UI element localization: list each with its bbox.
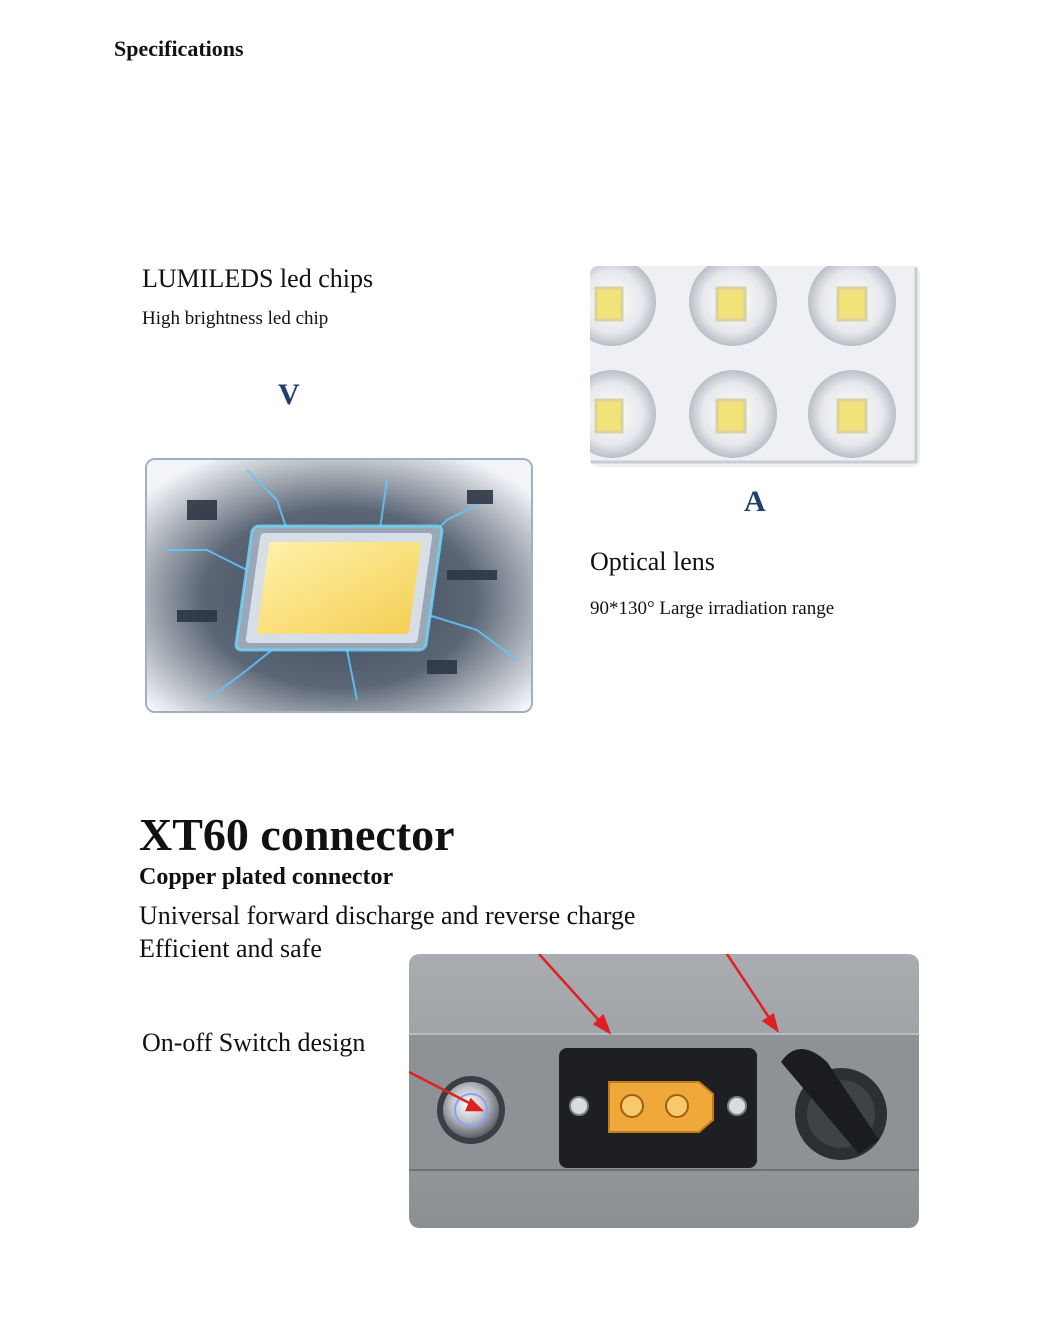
optical-subtitle: 90*130° Large irradiation range bbox=[590, 598, 835, 619]
led-lens-array-image bbox=[590, 266, 920, 467]
xt60-connector-image bbox=[409, 954, 919, 1228]
page-title: Specifications bbox=[114, 36, 244, 61]
led-chip-image bbox=[145, 458, 533, 713]
connector-title: XT60 connector bbox=[139, 809, 455, 860]
optical-marker: A bbox=[744, 485, 766, 518]
lumileds-marker: V bbox=[278, 378, 300, 411]
lumileds-subtitle: High brightness led chip bbox=[142, 308, 329, 329]
connector-line-2: Efficient and safe bbox=[139, 934, 322, 963]
optical-title: Optical lens bbox=[590, 547, 715, 576]
connector-subtitle: Copper plated connector bbox=[139, 864, 394, 890]
lumileds-title: LUMILEDS led chips bbox=[142, 264, 374, 293]
connector-line-1: Universal forward discharge and reverse charge bbox=[139, 901, 636, 930]
switch-label: On-off Switch design bbox=[142, 1028, 366, 1057]
